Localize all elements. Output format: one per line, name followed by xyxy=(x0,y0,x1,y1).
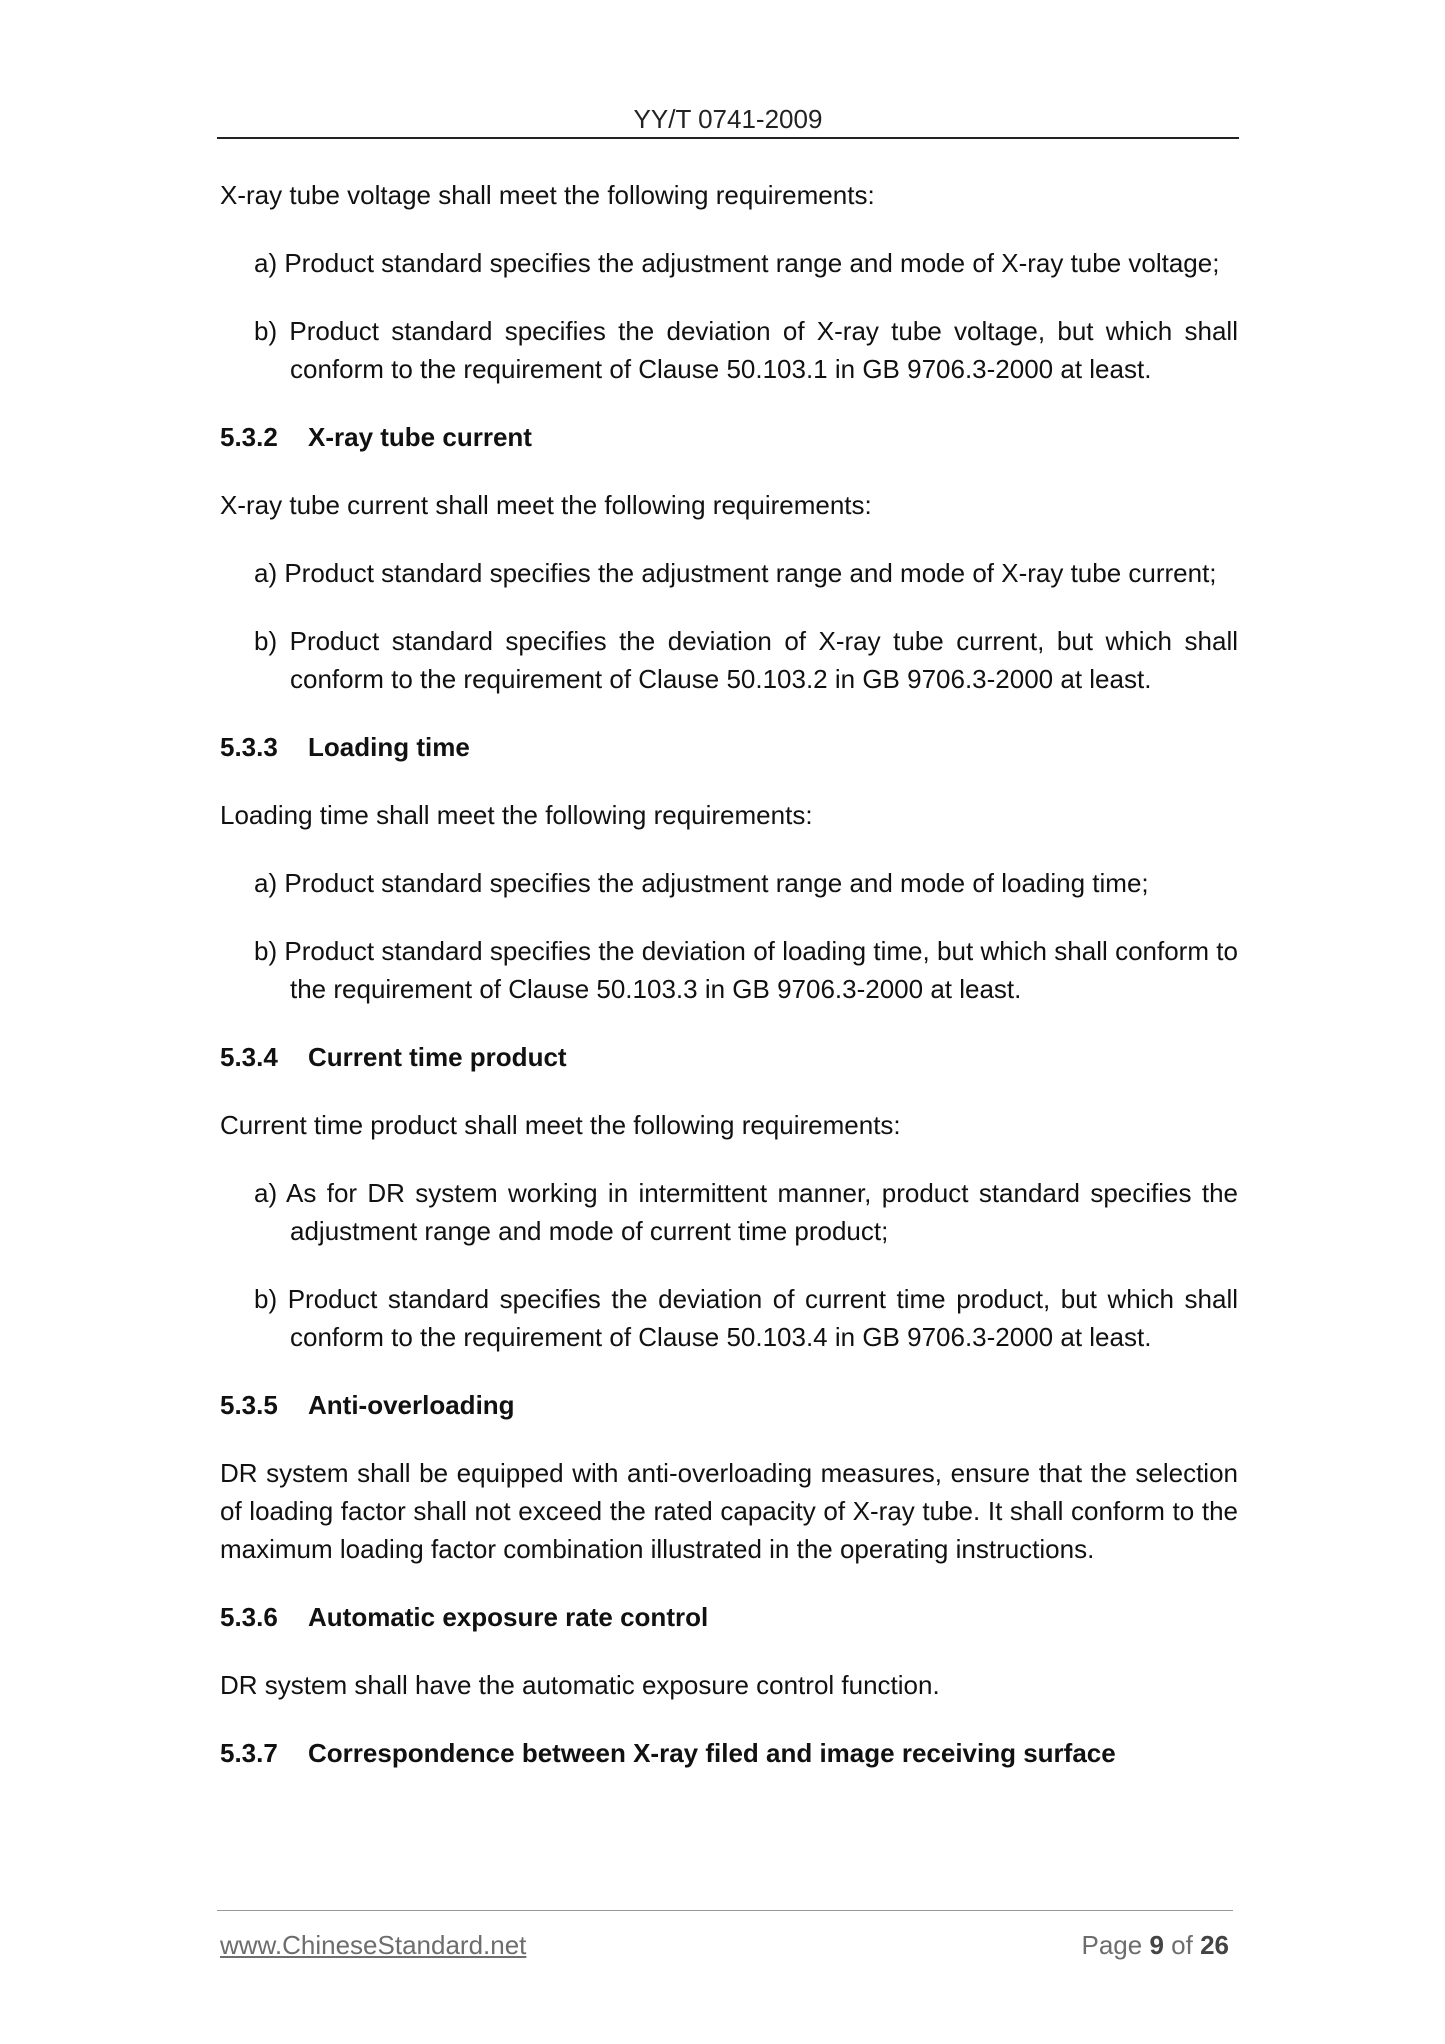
section-title: Current time product xyxy=(308,1042,567,1072)
list-item: b) Product standard specifies the deviation of X-ray tube voltage, but which shall conform to the requirement of Clause 50.103.1 in GB 9706.3-2000 at least. xyxy=(254,316,1238,384)
page-number: 9 xyxy=(1149,1930,1164,1960)
website-link[interactable]: www.ChineseStandard.net xyxy=(220,1930,527,1960)
list-item: b) Product standard specifies the deviation of loading time, but which shall conform to the requirement of Clause 50.103.3 in GB 9706.3-2000 at least. xyxy=(254,936,1238,1004)
list-item: b) Product standard specifies the deviation of current time product, but which shall conform to the requirement of Clause 50.103.4 in GB 9706.3-2000 at least. xyxy=(254,1284,1238,1352)
list-item: b) Product standard specifies the deviation of X-ray tube current, but which shall conform to the requirement of Clause 50.103.2 in GB 9706.3-2000 at least. xyxy=(254,626,1238,694)
page-of-label: of xyxy=(1171,1930,1193,1960)
section-number: 5.3.3 xyxy=(220,732,278,762)
section-title: Correspondence between X-ray filed and image receiving surface xyxy=(308,1738,1116,1768)
page-total: 26 xyxy=(1200,1930,1229,1960)
section-number: 5.3.4 xyxy=(220,1042,278,1072)
list-item: a) Product standard specifies the adjustment range and mode of X-ray tube voltage; xyxy=(254,248,1220,278)
list-item: a) As for DR system working in intermittent manner, product standard specifies the adjustment range and mode of current time product; xyxy=(254,1178,1238,1246)
section-heading-5-3-7 xyxy=(220,1734,1238,1772)
section-heading-5-3-4 xyxy=(220,1038,1238,1076)
section-heading-5-3-2 xyxy=(220,418,1238,456)
section-title: X-ray tube current xyxy=(308,422,532,452)
page-indicator xyxy=(1081,1930,1229,1961)
page-content xyxy=(220,176,1238,1802)
paragraph: Current time product shall meet the following requirements: xyxy=(220,1110,901,1140)
list-item: a) Product standard specifies the adjustment range and mode of X-ray tube current; xyxy=(254,558,1217,588)
document-code-header: YY/T 0741-2009 xyxy=(633,104,823,134)
paragraph: Loading time shall meet the following requirements: xyxy=(220,800,813,830)
section-title: Anti-overloading xyxy=(308,1390,515,1420)
section-number: 5.3.6 xyxy=(220,1602,278,1632)
section-heading-5-3-5 xyxy=(220,1386,1238,1424)
list-item: a) Product standard specifies the adjustment range and mode of loading time; xyxy=(254,868,1149,898)
section-number: 5.3.2 xyxy=(220,422,278,452)
page-label: Page xyxy=(1081,1930,1143,1960)
section-title: Automatic exposure rate control xyxy=(308,1602,709,1632)
paragraph: DR system shall have the automatic exposure control function. xyxy=(220,1670,940,1700)
header-divider xyxy=(217,137,1239,139)
paragraph: X-ray tube voltage shall meet the following requirements: xyxy=(220,180,875,210)
section-heading-5-3-6 xyxy=(220,1598,1238,1636)
section-title: Loading time xyxy=(308,732,470,762)
section-heading-5-3-3 xyxy=(220,728,1238,766)
paragraph: DR system shall be equipped with anti-overloading measures, ensure that the selection of loading factor shall not exceed the rated capacity of X-ray tube. It shall conform to the maximum loading factor combination illustrated in the operating instructions. xyxy=(220,1458,1238,1564)
footer-divider xyxy=(217,1910,1233,1911)
section-number: 5.3.5 xyxy=(220,1390,278,1420)
paragraph: X-ray tube current shall meet the following requirements: xyxy=(220,490,872,520)
section-number: 5.3.7 xyxy=(220,1738,278,1768)
